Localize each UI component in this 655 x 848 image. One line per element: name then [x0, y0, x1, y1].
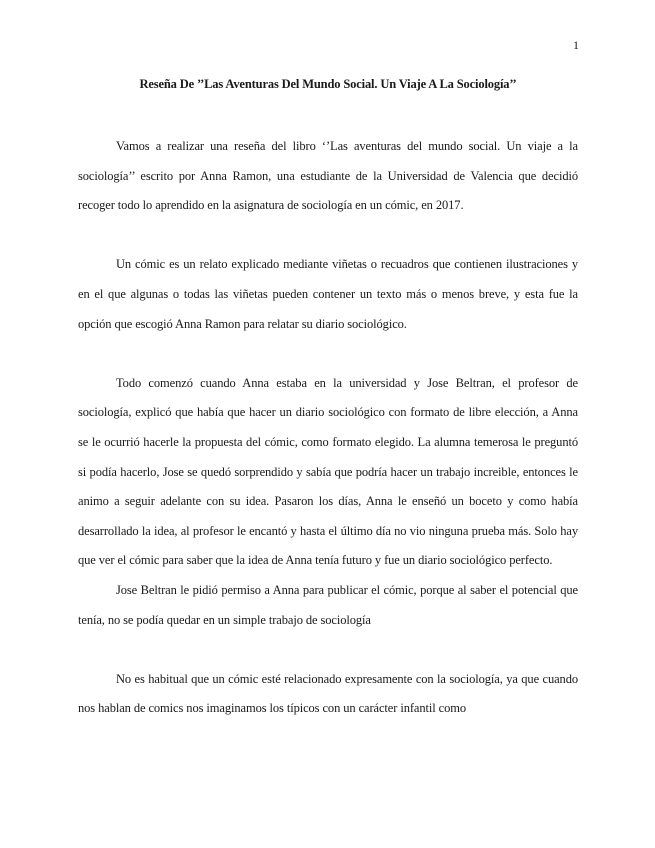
paragraph-comic-sociology: No es habitual que un cómic esté relacionado expresamente con la sociología, ya que cuando nos hablan de comics nos imaginamos los típicos con un carácter infantil como	[78, 671, 578, 716]
paragraph-publication: Jose Beltran le pidió permiso a Anna para publicar el cómic, porque al saber el potencial que tenía, no se podía quedar en un simple trabajo de sociología	[78, 582, 578, 627]
page-number: 1	[573, 38, 579, 52]
paragraph-gap	[78, 339, 578, 369]
paragraph-comic-definition: Un cómic es un relato explicado mediante viñetas o recuadros que contienen ilustraciones y en el que algunas o todas las viñetas pueden contener un texto más o menos breve, y esta fue la opción que escogió Anna Ramon para relatar su diario sociológico.	[78, 257, 578, 331]
paragraph-gap	[78, 635, 578, 665]
document-title: Reseña De ’’Las Aventuras Del Mundo Social. Un Viaje A La Sociología’’	[139, 77, 517, 91]
document-body	[78, 132, 578, 724]
paragraph-intro: Vamos a realizar una reseña del libro ‘’Las aventuras del mundo social. Un viaje a la sociología’’ escrito por Anna Ramon, una estudiante de la Universidad de Valencia que decidió recoger todo lo aprendido en la asignatura de sociología en un cómic, en 2017.	[78, 139, 578, 213]
paragraph-gap	[78, 221, 578, 251]
paragraph-story: Todo comenzó cuando Anna estaba en la universidad y Jose Beltran, el profesor de sociología, explicó que había que hacer un diario sociológico con formato de libre elección, a Anna se le ocurrió hacerle la propuesta del cómic, como formato elegido. La alumna temerosa le preguntó si podía hacerlo, Jose se quedó sorprendido y sabía que podría hacer un trabajo increible, entonces le animo a seguir adelante con su idea. Pasaron los días, Anna le enseñó un boceto y como había desarrollado la idea, al profesor le encantó y hasta el último día no vio ninguna prueba más. Solo hay que ver el cómic para saber que la idea de Anna tenía futuro y fue un diario sociológico perfecto.	[78, 375, 578, 568]
